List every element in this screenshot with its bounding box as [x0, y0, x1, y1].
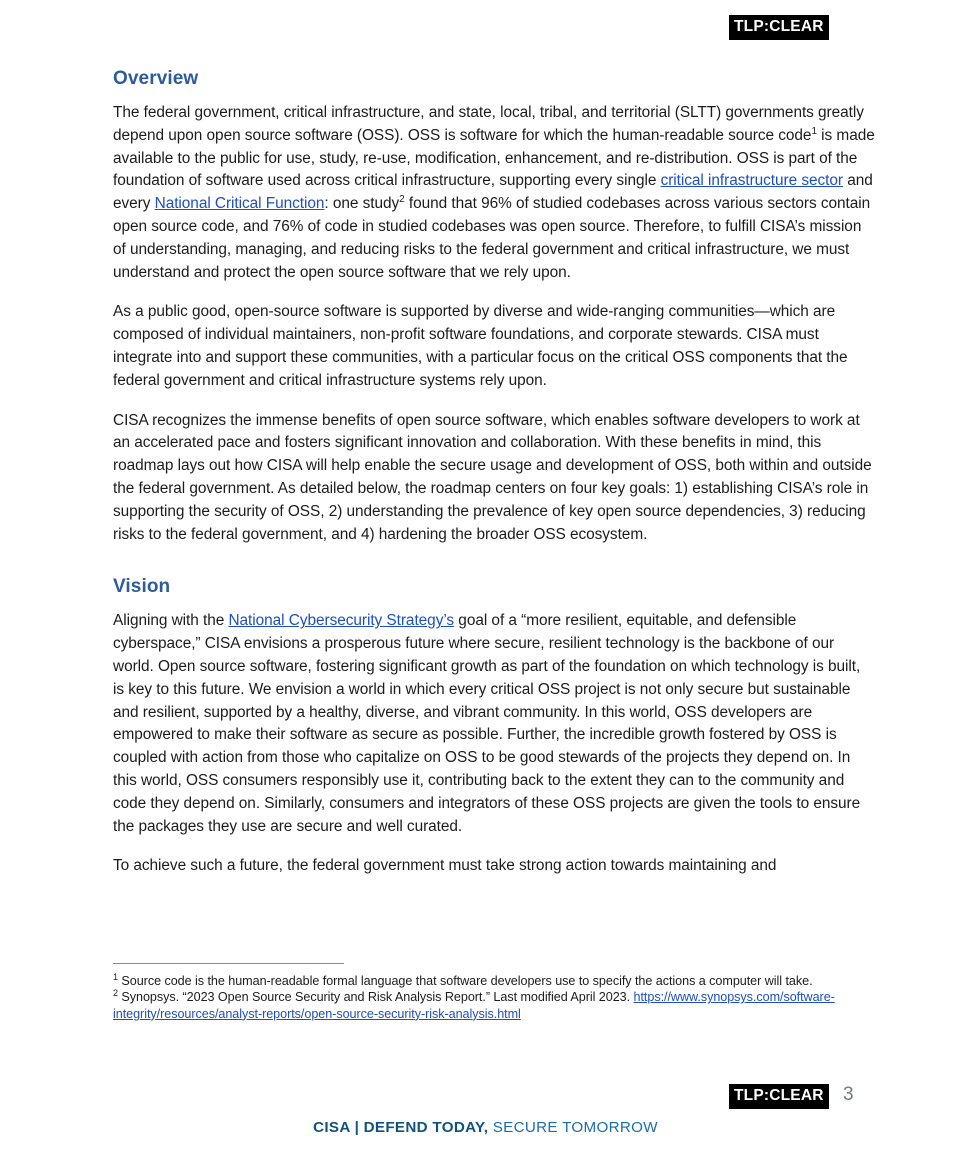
tlp-classification-banner-top: TLP:CLEAR: [729, 15, 829, 40]
overview-p1-part-4: : one study: [324, 195, 400, 213]
overview-paragraph-2: As a public good, open-source software is supported by diverse and wide-ranging communities—which are composed of individual maintainers, non-profit software foundations, and corporate stewards. CISA must integrate into and support these communities, with a particular focus on the critical OSS components that the federal government and critical infrastructure systems rely upon.: [113, 303, 848, 389]
overview-p1-part-2: is made available to the public for use, study, re-use, modification, enhancement, and re-distribution. OSS is part of the foundation of software used across critical infrastructure, supporting every single: [113, 126, 875, 190]
footnote-ref-1[interactable]: 1: [811, 125, 817, 137]
cisa-footer-tagline: [0, 1119, 971, 1136]
cisa-footer-defend-today: CISA | DEFEND TODAY,: [313, 1119, 489, 1136]
page-number: 3: [843, 1084, 854, 1105]
overview-p1-part-1: The federal government, critical infrastructure, and state, local, tribal, and territorial (SLTT) governments greatly depend upon open source software (OSS). OSS is software for which the human-readable source code: [113, 104, 864, 144]
link-national-critical-function[interactable]: National Critical Function: [154, 195, 325, 213]
section-heading-overview: Overview: [113, 68, 199, 89]
cisa-footer-secure-tomorrow: SECURE TOMORROW: [488, 1119, 658, 1136]
vision-paragraph-1: [113, 610, 875, 838]
vision-paragraph-2: To achieve such a future, the federal government must take strong action towards maintaining and: [113, 857, 777, 875]
document-body: [113, 68, 875, 895]
overview-paragraph-1: [113, 102, 875, 284]
footnote-separator-rule: [113, 963, 344, 964]
footnote-2-text: Synopsys. “2023 Open Source Security and Risk Analysis Report.” Last modified April 2023.: [117, 990, 631, 1005]
footnote-ref-2[interactable]: 2: [399, 194, 405, 206]
footnote-2-url-link[interactable]: https://www.synopsys.com/software-integrity/resources/analyst-reports/open-source-security-risk-analysis.html: [113, 990, 835, 1021]
footnote-area: [113, 963, 875, 1022]
section-heading-vision: Vision: [113, 576, 171, 598]
link-national-cybersecurity-strategy[interactable]: National Cybersecurity Strategy’s: [228, 612, 455, 630]
vision-p1-part-2: goal of a “more resilient, equitable, and defensible cyberspace,” CISA envisions a prosperous future where secure, resilient technology is the backbone of our world. Open source software, fostering significant growth as part of the foundation on which technology is built, is key to this future. We envision a world in which every critical OSS project is not only secure but sustainable and resilient, supported by a healthy, diverse, and vibrant community. In this world, OSS developers are empowered to make their software as secure as possible. Further, the incredible growth fostered by OSS is coupled with action from those who capitalize on OSS to be good stewards of the projects they depend on. In this world, OSS consumers responsibly use it, contributing back to the extent they can to the community and code they depend on. Similarly, consumers and integrators of these OSS projects are given the tools to ensure the packages they use are secure and well curated.: [113, 612, 861, 835]
footnote-1-marker: 1: [113, 971, 118, 982]
footnote-2-marker: 2: [113, 988, 118, 999]
overview-p1-part-3: and every: [113, 172, 873, 213]
footnote-2: [113, 989, 875, 1022]
vision-p1-part-1: Aligning with the: [113, 612, 229, 630]
footnote-1-text: Source code is the human-readable formal language that software developers use to specify the actions a computer will take.: [117, 974, 813, 988]
overview-p1-part-5: found that 96% of studied codebases across various sectors contain open source code, and 76% of code in studied codebases was open source. Therefore, to fulfill CISA’s mission of understanding, managing, and reducing risks to the federal government and critical infrastructure, we must understand and protect the open source software that we rely upon.: [113, 195, 871, 281]
overview-paragraph-3: CISA recognizes the immense benefits of open source software, which enables software developers to work at an accelerated pace and fosters significant innovation and collaboration. With these benefits in mind, this roadmap lays out how CISA will help enable the secure usage and development of OSS, both within and outside the federal government. As detailed below, the roadmap centers on four key goals: 1) establishing CISA’s role in supporting the security of OSS, 2) understanding the prevalence of key open source dependencies, 3) reducing risks to the federal government, and 4) hardening the broader OSS ecosystem.: [113, 411, 872, 543]
link-critical-infrastructure-sector[interactable]: critical infrastructure sector: [660, 172, 843, 190]
tlp-classification-banner-bottom: TLP:CLEAR: [729, 1084, 829, 1109]
footnote-1: [113, 973, 875, 989]
